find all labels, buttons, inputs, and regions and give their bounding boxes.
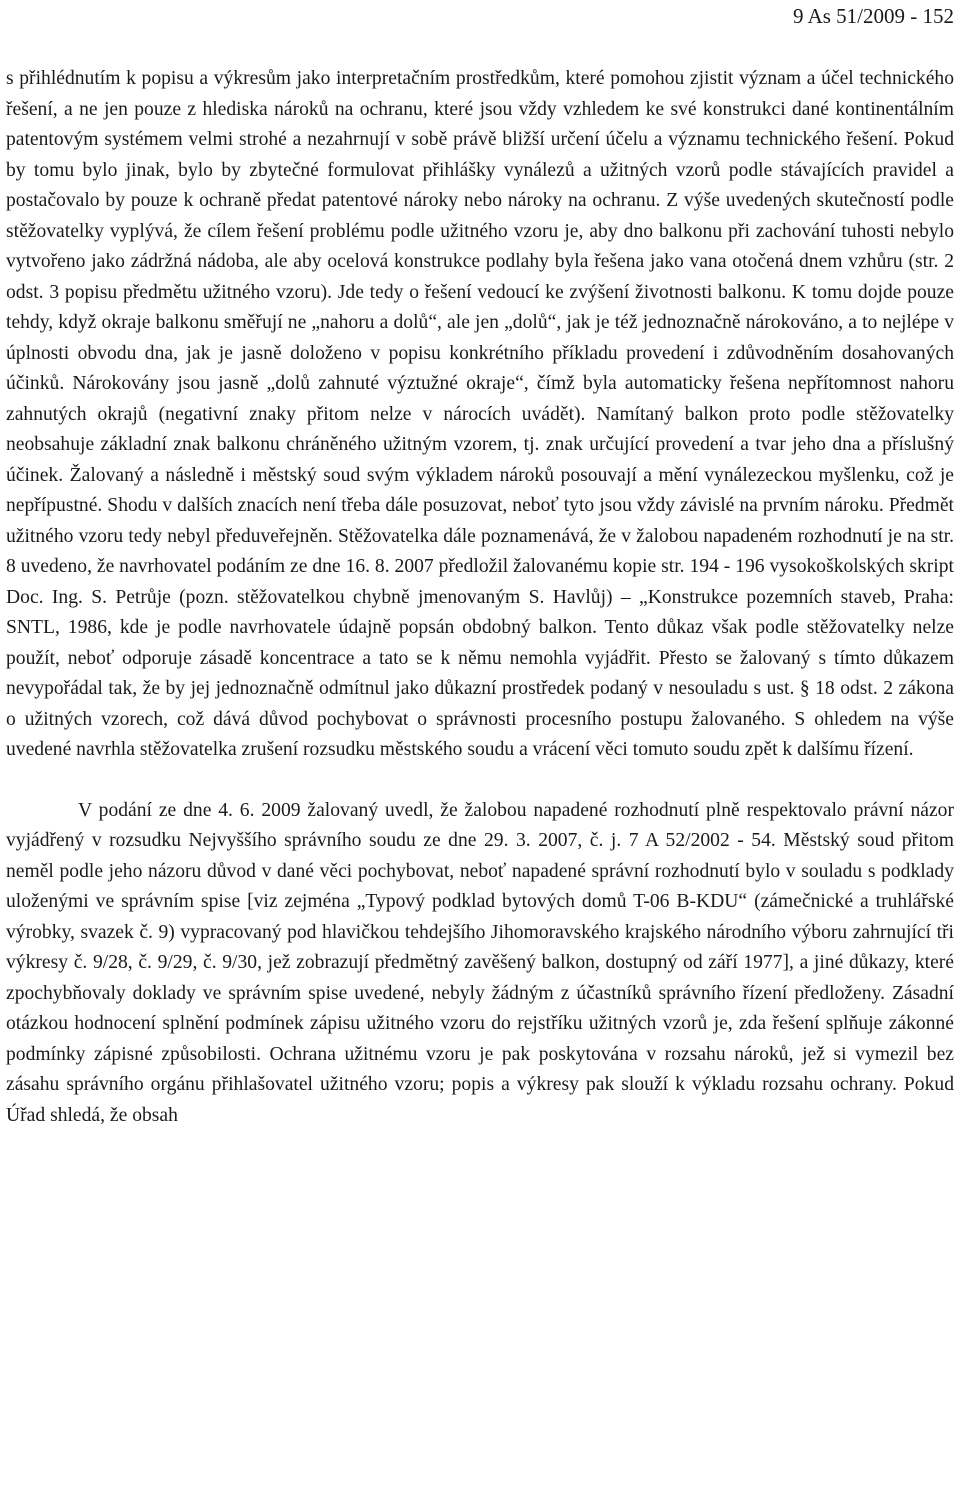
paragraph: V podání ze dne 4. 6. 2009 žalovaný uvedl, že žalobou napadené rozhodnutí plně respektovalo právní názor vyjádřený v rozsudku Nejvyššího správního soudu ze dne 29. 3. 2007, č. j. 7 A 52/2002 - 54. Městský soud přitom neměl podle jeho názoru důvod v dané věci pochybovat, neboť napadené správní rozhodnutí bylo v souladu s podklady uloženými ve správním spise [viz zejména „Typový podklad bytových domů T-06 B-KDU“ (zámečnické a truhlářské výrobky, svazek č. 9) vypracovaný pod hlavičkou tehdejšího Jihomoravského krajského národního výboru zahrnující tři výkresy č. 9/28, č. 9/29, č. 9/30, jež zobrazují předmětný zavěšený balkon, dostupný od září 1977], a jiné důkazy, které zpochybňovaly doklady ve správním spise uvedené, nebyly žádným z účastníků správního řízení předloženy. Zásadní otázkou hodnocení splnění podmínek zápisu užitného vzoru do rejstříku užitných vzorů je, zda řešení splňuje zákonné podmínky zápisné způsobilosti. Ochrana užitnému vzoru je pak poskytována v rozsahu nároků, jež si vymezil bez zásahu správního orgánu přihlašovatel užitného vzoru; popis a výkresy pak slouží k výkladu rozsahu ochrany. Pokud Úřad shledá, že obsah bbox=[6, 799, 954, 1126]
page-number: 9 As 51/2009 - 152 bbox=[792, 4, 954, 28]
document-body bbox=[6, 64, 954, 1131]
paragraph: s přihlédnutím k popisu a výkresům jako interpretačním prostředkům, které pomohou zjistit význam a účel technického řešení, a ne jen pouze z hlediska nároků na ochranu, které jsou vždy vzhledem ke své konstrukci dané kontinentálním patentovým systémem velmi strohé a nezahrnují v sobě právě bližší určení účelu a významu technického řešení. Pokud by tomu bylo jinak, bylo by zbytečné formulovat přihlášky vynálezů a užitných vzorů podle stávajících pravidel a postačovalo by pouze k ochraně předat patentové nároky nebo nároky na ochranu. Z výše uvedených skutečností podle stěžovatelky vyplývá, že cílem řešení problému podle užitného vzoru je, aby dno balkonu při zachování tuhosti nebylo vytvořeno jako zádržná nádoba, ale aby ocelová konstrukce podlahy byla řešena jako vana otočená dnem vzhůru (str. 2 odst. 3 popisu předmětu užitného vzoru). Jde tedy o řešení vedoucí ke zvýšení životnosti balkonu. K tomu dojde pouze tehdy, když okraje balkonu směřují ne „nahoru a dolů“, ale jen „dolů“, jak je též jednoznačně nárokováno, a to nejlépe v úplnosti obvodu dna, jak je jasně doloženo v popisu konkrétního příkladu provedení i zdůvodněním dosahovaných účinků. Nárokovány jsou jasně „dolů zahnuté výztužné okraje“, čímž byla automaticky řešena nepřítomnost nahoru zahnutých okrajů (negativní znaky přitom nelze v nárocích uvádět). Namítaný balkon proto podle stěžovatelky neobsahuje základní znak balkonu chráněného užitným vzorem, tj. znak určující provedení a tvar jeho dna a příslušný účinek. Žalovaný a následně i městský soud svým výkladem nároků posouvají a mění vynálezeckou myšlenku, což je nepřípustné. Shodu v dalších znacích není třeba dále posuzovat, neboť tyto jsou vždy závislé na prvním nároku. Předmět užitného vzoru tedy nebyl předuveřejněn. Stěžovatelka dále poznamenává, že v žalobou napadeném rozhodnutí je na str. 8 uvedeno, že navrhovatel podáním ze dne 16. 8. 2007 předložil žalovanému kopie str. 194 - 196 vysokoškolských skript Doc. Ing. S. Petrůje (pozn. stěžovatelkou chybně jmenovaným S. Havlůj) – „Konstrukce pozemních staveb, Praha: SNTL, 1986, kde je podle navrhovatele údajně popsán obdobný balkon. Tento důkaz však podle stěžovatelky nelze použít, neboť odporuje zásadě koncentrace a tato se k němu nemohla vyjádřit. Přesto se žalovaný s tímto důkazem nevypořádal tak, že by jej jednoznačně odmítnul jako důkazní prostředek podaný v nesouladu s ust. § 18 odst. 2 zákona o užitných vzorech, což dává důvod pochybovat o správnosti procesního postupu žalovaného. S ohledem na výše uvedené navrhla stěžovatelka zrušení rozsudku městského soudu a vrácení věci tomuto soudu zpět k dalšímu řízení. bbox=[6, 68, 954, 760]
